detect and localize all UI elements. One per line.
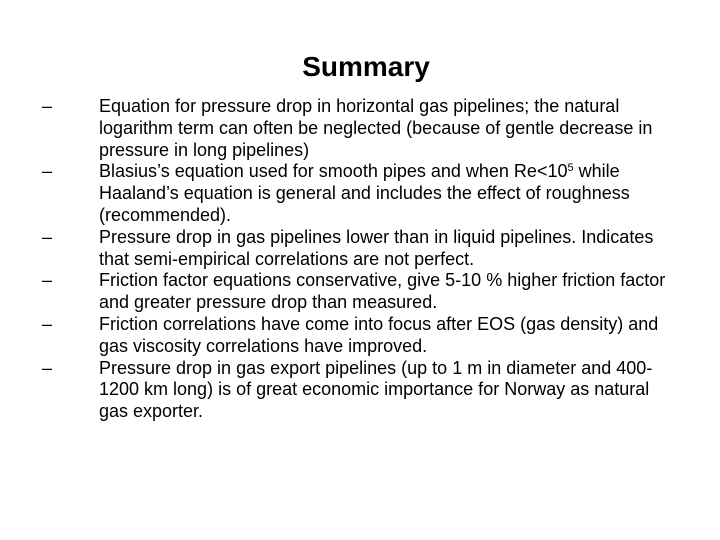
bullet-item [42, 270, 682, 314]
bullet-text-after: while Haaland’s equation is general and includes the effect of roughness (recommended). [99, 161, 630, 225]
bullet-text-before: Blasius’s equation used for smooth pipes and when Re<10 [99, 161, 568, 182]
bullet-item [42, 358, 682, 423]
bullet-dash: – [42, 226, 53, 247]
bullet-list [42, 96, 682, 423]
bullet-item [42, 96, 682, 161]
bullet-item [42, 227, 682, 271]
bullet-dash: – [42, 357, 53, 378]
bullet-dash: – [42, 161, 53, 182]
bullet-text: Pressure drop in gas pipelines lower than in liquid pipelines. Indicates that semi-empirical correlations are not perfect. [99, 226, 654, 269]
bullet-dash: – [42, 313, 53, 334]
bullet-text: Friction correlations have come into focus after EOS (gas density) and gas viscosity correlations have improved. [99, 313, 659, 356]
bullet-text: Equation for pressure drop in horizontal gas pipelines; the natural logarithm term can often be neglected (because of gentle decrease in pressure in long pipelines) [99, 96, 653, 160]
bullet-text: Friction factor equations conservative, give 5-10 % higher friction factor and greater pressure drop than measured. [99, 270, 666, 313]
bullet-dash: – [42, 96, 53, 116]
bullet-dash: – [42, 270, 53, 291]
bullet-text: Pressure drop in gas export pipelines (up to 1 m in diameter and 400-1200 km long) is of great economic importance for Norway as natural gas exporter. [99, 357, 653, 422]
bullet-item [42, 161, 682, 226]
reynolds-exponent: 5 [567, 162, 574, 175]
slide-title: Summary [302, 51, 430, 82]
bullet-item [42, 314, 682, 358]
